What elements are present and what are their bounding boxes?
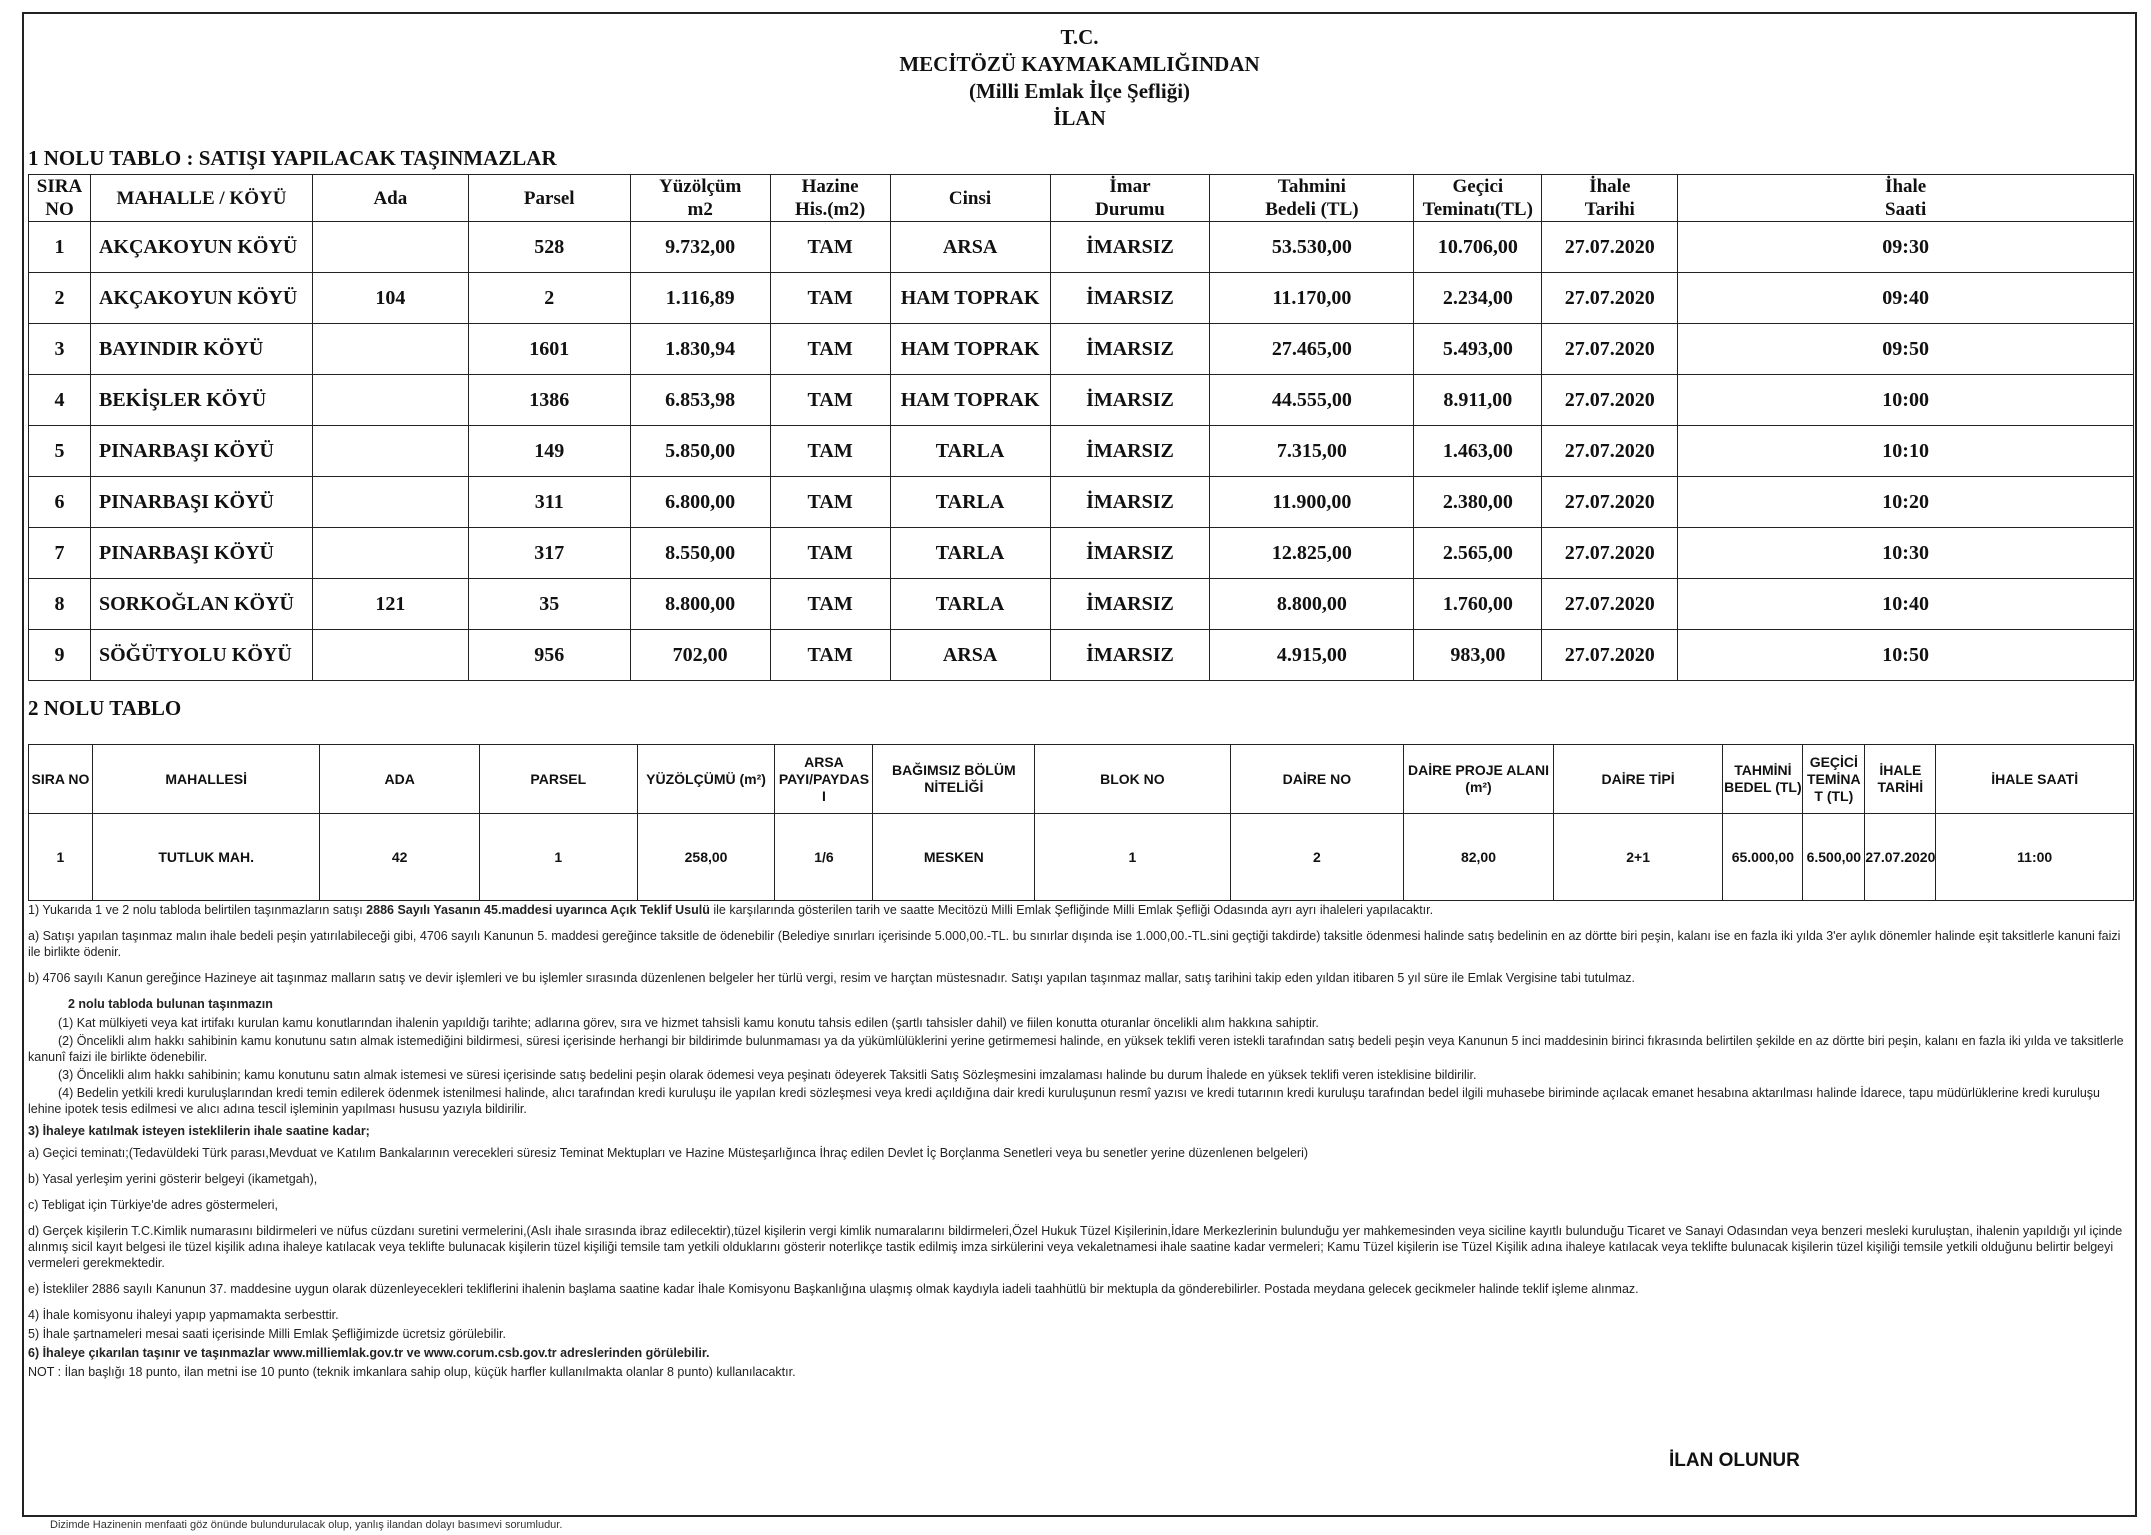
note-5: 5) İhale şartnameleri mesai saati içerisinde Milli Emlak Şefliğimizde ücretsiz görülebilir. xyxy=(28,1327,506,1341)
cell-sira: 7 xyxy=(29,528,91,579)
cell-cinsi: TARLA xyxy=(890,528,1050,579)
table2 xyxy=(28,744,2134,901)
cell-tarih: 27.07.2020 xyxy=(1542,630,1678,681)
cell-imar: İMARSIZ xyxy=(1050,375,1210,426)
cell-tarih: 27.07.2020 xyxy=(1542,273,1678,324)
cell-ada: 104 xyxy=(312,273,468,324)
cell-yuzolcum: 1.830,94 xyxy=(630,324,770,375)
cell-mahalle: AKÇAKOYUN KÖYÜ xyxy=(90,222,312,273)
cell-cinsi: HAM TOPRAK xyxy=(890,273,1050,324)
cell-mahalle: SÖĞÜTYOLU KÖYÜ xyxy=(90,630,312,681)
th-gecici-2: Teminatı(TL) xyxy=(1422,199,1533,220)
cell-imar: İMARSIZ xyxy=(1050,222,1210,273)
cell-saat: 09:30 xyxy=(1678,222,2134,273)
t2-bagimsiz: MESKEN xyxy=(873,814,1035,901)
cell-parsel: 35 xyxy=(468,579,630,630)
note-not: NOT : İlan başlığı 18 punto, ilan metni ise 10 punto (teknik imkanlara sahip olup, küçük harfler kullanılmakta olanlar 8 punto) kullanılacaktır. xyxy=(28,1365,796,1379)
note-4: 4) İhale komisyonu ihaleyi yapıp yapmamakta serbesttir. xyxy=(28,1308,339,1322)
cell-hazine: TAM xyxy=(770,222,890,273)
t2-ihale-tarihi: 27.07.2020 xyxy=(1865,814,1936,901)
t2-th-blok: BLOK NO xyxy=(1035,745,1230,814)
cell-saat: 10:50 xyxy=(1678,630,2134,681)
cell-parsel: 2 xyxy=(468,273,630,324)
cell-sira: 3 xyxy=(29,324,91,375)
t2-yuzolcumu: 258,00 xyxy=(637,814,775,901)
th-tahmini-1: Tahmini xyxy=(1277,176,1346,197)
cell-yuzolcum: 1.116,89 xyxy=(630,273,770,324)
th-gecici xyxy=(1414,175,1542,222)
cell-tarih: 27.07.2020 xyxy=(1542,528,1678,579)
cell-ada xyxy=(312,375,468,426)
t2-th-yuzolcumu: YÜZÖLÇÜMÜ (m²) xyxy=(637,745,775,814)
th-yuzolcum xyxy=(630,175,770,222)
t2-th-gecici: GEÇİCİ TEMİNA T (TL) xyxy=(1803,745,1865,814)
t2-row xyxy=(29,814,2134,901)
cell-tarih: 27.07.2020 xyxy=(1542,324,1678,375)
cell-sira: 4 xyxy=(29,375,91,426)
cell-teminat: 8.911,00 xyxy=(1414,375,1542,426)
cell-saat: 10:20 xyxy=(1678,477,2134,528)
cell-bedel: 7.315,00 xyxy=(1210,426,1414,477)
cell-bedel: 27.465,00 xyxy=(1210,324,1414,375)
note-3-c: c) Tebligat için Türkiye'de adres göstermeleri, xyxy=(28,1198,278,1212)
cell-teminat: 2.234,00 xyxy=(1414,273,1542,324)
th-hazine-2: His.(m2) xyxy=(795,199,866,220)
t2-th-ada: ADA xyxy=(320,745,480,814)
cell-bedel: 11.170,00 xyxy=(1210,273,1414,324)
note-2-3: (3) Öncelikli alım hakkı sahibinin; kamu konutunu satın almak istemesi ve süresi içerisinde satış bedelini peşin olarak ödemesi veya peşinatı ödeyerek Taksitli Satış Sözleşmesini imzalaması halinde bu durum İhalede en yüksek teklifi veren isteklisine bildirilir. xyxy=(58,1068,1477,1082)
th-mahalle: MAHALLE / KÖYÜ xyxy=(90,175,312,222)
th-gecici-1: Geçici xyxy=(1452,176,1504,197)
t2-daire-alan: 82,00 xyxy=(1404,814,1554,901)
t2-th-ihale-tarihi: İHALE TARİHİ xyxy=(1865,745,1936,814)
cell-imar: İMARSIZ xyxy=(1050,630,1210,681)
cell-yuzolcum: 8.800,00 xyxy=(630,579,770,630)
document-header xyxy=(24,24,2135,132)
th-ihale-saati xyxy=(1678,175,2134,222)
t2-ada: 42 xyxy=(320,814,480,901)
th-imar xyxy=(1050,175,1210,222)
header-ilan: İLAN xyxy=(1053,106,1106,130)
cell-teminat: 10.706,00 xyxy=(1414,222,1542,273)
cell-mahalle: BAYINDIR KÖYÜ xyxy=(90,324,312,375)
cell-hazine: TAM xyxy=(770,477,890,528)
table1-row xyxy=(29,375,2134,426)
cell-hazine: TAM xyxy=(770,273,890,324)
cell-sira: 8 xyxy=(29,579,91,630)
table1-row xyxy=(29,324,2134,375)
cell-sira: 6 xyxy=(29,477,91,528)
cell-parsel: 956 xyxy=(468,630,630,681)
cell-bedel: 4.915,00 xyxy=(1210,630,1414,681)
note-3-e: e) İstekliler 2886 sayılı Kanunun 37. maddesine uygun olarak düzenleyecekleri tekliflerini ihalenin başlama saatine kadar İhale Komisyonu Başkanlığına ulaşmış olmak kaydıyla iadeli taahhütlü bir mektupla da gönderebilirler. Postada meydana gelecek gecikmeler halinde teklif işleme alınmaz. xyxy=(28,1282,1639,1296)
cell-ada xyxy=(312,324,468,375)
th-cinsi: Cinsi xyxy=(890,175,1050,222)
note-2-4: (4) Bedelin yetkili kredi kuruluşlarından kredi temin edilerek ödenmek istenilmesi halinde, alıcı tarafından kredi kuruluşu ile yapılan kredi sözleşmesi veya kredi açıldığına dair kredi kuruluşunun resmî yazısı ve kredi tutarının kredi kuruluşu tarafından bedel ilgili muhasebe biriminde açılacak emanet hesabına aktarılması halinde İdarece, tapu müdürlüklerine kredi kuruluşu lehine ipotek tesis edilmesi ve alıcı adına tescil işleminin yapılması hususu yazıyla bildirilir. xyxy=(28,1086,2101,1116)
cell-ada xyxy=(312,528,468,579)
th-yuzolcum-1: Yüzölçüm xyxy=(659,176,742,197)
t2-ihale-saati: 11:00 xyxy=(1936,814,2134,901)
note-2-title: 2 nolu tabloda bulunan taşınmazın xyxy=(68,997,273,1011)
t2-th-daire-no: DAİRE NO xyxy=(1230,745,1404,814)
cell-tarih: 27.07.2020 xyxy=(1542,222,1678,273)
cell-ada xyxy=(312,477,468,528)
note-3-b: b) Yasal yerleşim yerini gösterir belgeyi (ikametgah), xyxy=(28,1172,318,1186)
cell-saat: 10:10 xyxy=(1678,426,2134,477)
cell-hazine: TAM xyxy=(770,630,890,681)
cell-hazine: TAM xyxy=(770,426,890,477)
note-6: 6) İhaleye çıkarılan taşınır ve taşınmazlar www.milliemlak.gov.tr ve www.corum.csb.gov.tr adreslerinden görülebilir. xyxy=(28,1346,710,1360)
cell-parsel: 528 xyxy=(468,222,630,273)
cell-hazine: TAM xyxy=(770,375,890,426)
cell-cinsi: ARSA xyxy=(890,222,1050,273)
th-sira: SIRA NO xyxy=(29,175,91,222)
cell-saat: 10:30 xyxy=(1678,528,2134,579)
th-tahmini-2: Bedeli (TL) xyxy=(1265,199,1359,220)
t2-th-tahmini: TAHMİNİ BEDEL (TL) xyxy=(1723,745,1803,814)
t2-daire-no: 2 xyxy=(1230,814,1404,901)
cell-tarih: 27.07.2020 xyxy=(1542,375,1678,426)
cell-saat: 10:00 xyxy=(1678,375,2134,426)
header-department: (Milli Emlak İlçe Şefliği) xyxy=(968,79,1191,103)
cell-saat: 10:40 xyxy=(1678,579,2134,630)
cell-imar: İMARSIZ xyxy=(1050,579,1210,630)
cell-ada xyxy=(312,222,468,273)
note-1-a: 1) Yukarıda 1 ve 2 nolu tabloda belirtilen taşınmazların satışı xyxy=(28,903,367,917)
cell-yuzolcum: 5.850,00 xyxy=(630,426,770,477)
cell-teminat: 1.463,00 xyxy=(1414,426,1542,477)
cell-bedel: 12.825,00 xyxy=(1210,528,1414,579)
cell-bedel: 8.800,00 xyxy=(1210,579,1414,630)
cell-yuzolcum: 702,00 xyxy=(630,630,770,681)
table1-row xyxy=(29,528,2134,579)
cell-mahalle: AKÇAKOYUN KÖYÜ xyxy=(90,273,312,324)
cell-hazine: TAM xyxy=(770,528,890,579)
cell-mahalle: PINARBAŞI KÖYÜ xyxy=(90,426,312,477)
cell-bedel: 44.555,00 xyxy=(1210,375,1414,426)
cell-ada xyxy=(312,426,468,477)
th-tahmini xyxy=(1210,175,1414,222)
cell-mahalle: PINARBAŞI KÖYÜ xyxy=(90,477,312,528)
cell-sira: 9 xyxy=(29,630,91,681)
cell-parsel: 1601 xyxy=(468,324,630,375)
cell-parsel: 1386 xyxy=(468,375,630,426)
table1-title: 1 NOLU TABLO : SATIŞI YAPILACAK TAŞINMAZLAR xyxy=(28,146,557,170)
t2-th-daire-alan: DAİRE PROJE ALANI (m²) xyxy=(1404,745,1554,814)
cell-yuzolcum: 6.800,00 xyxy=(630,477,770,528)
footer-note: Dizimde Hazinenin menfaati göz önünde bulundurulacak olup, yanlış ilandan dolayı basımevi sorumludur. xyxy=(50,1519,563,1531)
t2-th-daire-tipi: DAİRE TİPİ xyxy=(1553,745,1723,814)
table1-row xyxy=(29,222,2134,273)
t2-daire-tipi: 2+1 xyxy=(1553,814,1723,901)
th-ihale-saati-2: Saati xyxy=(1885,199,1927,220)
cell-ada: 121 xyxy=(312,579,468,630)
t2-th-arsa-payi: ARSA PAYI/PAYDAS I xyxy=(775,745,873,814)
table1-row xyxy=(29,630,2134,681)
th-hazine-1: Hazine xyxy=(801,176,859,197)
cell-cinsi: TARLA xyxy=(890,477,1050,528)
table1-row xyxy=(29,477,2134,528)
table1-row xyxy=(29,579,2134,630)
t2-mahallesi: TUTLUK MAH. xyxy=(92,814,320,901)
table1-row xyxy=(29,426,2134,477)
t2-sira: 1 xyxy=(29,814,93,901)
header-tc: T.C. xyxy=(1060,25,1099,49)
cell-mahalle: PINARBAŞI KÖYÜ xyxy=(90,528,312,579)
th-ihale-tarihi-2: Tarihi xyxy=(1584,199,1635,220)
th-hazine xyxy=(770,175,890,222)
t2-th-parsel: PARSEL xyxy=(479,745,637,814)
cell-parsel: 149 xyxy=(468,426,630,477)
note-1 xyxy=(28,902,2128,918)
note-3-title: 3) İhaleye katılmak isteyen isteklilerin ihale saatine kadar; xyxy=(28,1124,370,1138)
t2-arsa-payi: 1/6 xyxy=(775,814,873,901)
cell-hazine: TAM xyxy=(770,324,890,375)
cell-imar: İMARSIZ xyxy=(1050,528,1210,579)
cell-teminat: 1.760,00 xyxy=(1414,579,1542,630)
cell-sira: 5 xyxy=(29,426,91,477)
cell-parsel: 311 xyxy=(468,477,630,528)
table1-row xyxy=(29,273,2134,324)
note-1-c: ile karşılarında gösterilen tarih ve saatte Mecitözü Milli Emlak Şefliğinde Milli Emlak Şefliği Odasında ayrı ayrı ihaleleri yapılacaktır. xyxy=(709,903,1434,917)
th-ihale-tarihi xyxy=(1542,175,1678,222)
note-3-d: d) Gerçek kişilerin T.C.Kimlik numarasını bildirmeleri ve nüfus cüzdanı suretini vermelerini,(Aslı ihale sırasında ibraz edilecektir),tüzel kişilerin vergi kimlik numaralarını bildirmeleri,Özel Hukuk Tüzel Kişilerinin,İdare Merkezlerinin bulunduğu yer mahkemesinden veya siciline kayıtlı bulunduğu Ticaret ve Sanayi Odasından veya benzeri mesleki kuruluştan, ihalenin yapıldığı yıl içinde alınmış sicil kayıt belgesi ile tüzel kişilik adına ihaleye katılacak veya teklifte bulunacak kişilerin tüzel kişiliği temsile tam yetkili olduklarını gösterir noterlikçe tastik edilmiş imza sirkülerini veya vekaletnamesi ihale saatine kadar vermeleri; Kamu Tüzel kişilerin ise Tüzel Kişilik adına ihaleye katılacak veya teklifte bulunacak kişilerin tüzel kişiliği temsile yetkili olduğunu belirtir belgeyi vermeleri gerekmektedir. xyxy=(28,1224,2123,1270)
th-imar-1: İmar xyxy=(1109,176,1151,197)
cell-mahalle: BEKİŞLER KÖYÜ xyxy=(90,375,312,426)
cell-mahalle: SORKOĞLAN KÖYÜ xyxy=(90,579,312,630)
note-2-1: (1) Kat mülkiyeti veya kat irtifakı kurulan kamu konutlarından ihalenin yapıldığı tarihte; adlarına görev, sıra ve hizmet tahsisli kamu konutu tahsis edilen (şartlı tahsisler dahil) ve fiilen konutta oturanlar öncelikli alım hakkına sahiptir. xyxy=(58,1016,1319,1030)
cell-teminat: 2.565,00 xyxy=(1414,528,1542,579)
cell-cinsi: TARLA xyxy=(890,579,1050,630)
notes-section xyxy=(28,902,2128,1383)
t2-th-mahallesi: MAHALLESİ xyxy=(92,745,320,814)
cell-tarih: 27.07.2020 xyxy=(1542,426,1678,477)
t2-parsel: 1 xyxy=(479,814,637,901)
t2-th-sira: SIRA NO xyxy=(29,745,93,814)
cell-bedel: 11.900,00 xyxy=(1210,477,1414,528)
t2-blok: 1 xyxy=(1035,814,1230,901)
cell-teminat: 5.493,00 xyxy=(1414,324,1542,375)
cell-cinsi: ARSA xyxy=(890,630,1050,681)
th-imar-2: Durumu xyxy=(1095,199,1165,220)
th-parsel: Parsel xyxy=(468,175,630,222)
cell-sira: 1 xyxy=(29,222,91,273)
t2-gecici: 6.500,00 xyxy=(1803,814,1865,901)
cell-saat: 09:40 xyxy=(1678,273,2134,324)
t2-th-ihale-saati: İHALE SAATİ xyxy=(1936,745,2134,814)
header-institution: MECİTÖZÜ KAYMAKAMLIĞINDAN xyxy=(899,52,1260,76)
table1 xyxy=(28,174,2134,681)
ilan-olunur: İLAN OLUNUR xyxy=(1669,1450,1800,1471)
cell-ada xyxy=(312,630,468,681)
cell-cinsi: HAM TOPRAK xyxy=(890,375,1050,426)
cell-teminat: 2.380,00 xyxy=(1414,477,1542,528)
note-a: a) Satışı yapılan taşınmaz malın ihale bedeli peşin yatırılabileceği gibi, 4706 sayılı Kanunun 5. maddesi gereğince taksitle de ödenebilir (Belediye sınırları içerisinde 5.000,00.-TL. bu sınırlar dışında ise 1.000,00.-TL.sini geçtiği takdirde) taksitle ödenmesi halinde satış bedelinin en az dörtte biri peşin, kalanı ise en fazla iki yılda 3'er aylık dönemler halinde eşit taksitlerle kanuni faizi ile birlikte ödenir. xyxy=(28,929,2121,959)
cell-cinsi: TARLA xyxy=(890,426,1050,477)
cell-imar: İMARSIZ xyxy=(1050,477,1210,528)
th-ihale-tarihi-1: İhale xyxy=(1589,176,1631,197)
cell-saat: 09:50 xyxy=(1678,324,2134,375)
cell-tarih: 27.07.2020 xyxy=(1542,477,1678,528)
note-1-b: 2886 Sayılı Yasanın 45.maddesi uyarınca Açık Teklif Usulü xyxy=(366,903,710,917)
cell-tarih: 27.07.2020 xyxy=(1542,579,1678,630)
cell-imar: İMARSIZ xyxy=(1050,324,1210,375)
cell-bedel: 53.530,00 xyxy=(1210,222,1414,273)
cell-yuzolcum: 8.550,00 xyxy=(630,528,770,579)
cell-hazine: TAM xyxy=(770,579,890,630)
cell-teminat: 983,00 xyxy=(1414,630,1542,681)
note-b: b) 4706 sayılı Kanun gereğince Hazineye ait taşınmaz malların satış ve devir işlemleri ve bu işlemler sırasında düzenlenen belgeler her türlü vergi, resim ve harçtan müstesnadır. Satışı yapılan taşınmaz mallar, satış tarihini takip eden yıldan itibaren 5 yıl süre ile Emlak Vergisine tabi tutulmaz. xyxy=(28,971,1636,985)
cell-imar: İMARSIZ xyxy=(1050,273,1210,324)
cell-sira: 2 xyxy=(29,273,91,324)
cell-parsel: 317 xyxy=(468,528,630,579)
cell-yuzolcum: 9.732,00 xyxy=(630,222,770,273)
document-page xyxy=(22,12,2137,1517)
cell-cinsi: HAM TOPRAK xyxy=(890,324,1050,375)
table2-title: 2 NOLU TABLO xyxy=(28,696,182,720)
th-ada: Ada xyxy=(312,175,468,222)
note-2-2: (2) Öncelikli alım hakkı sahibinin kamu konutunu satın almak istemediğini bildirmesi, süresi içerisinde herhangi bir bildirimde bulunmaması ya da yükümlülüklerini yerine getirmemesi halinde, en yüksek teklifi veren istekli tarafından satış bedeli peşin veya Kanunun 5 inci maddesinin birinci fıkrasında belirtilen şekilde en az dörtte biri peşin, kalanı en fazla iki yılda ve taksitlerle kanunî faizi ile birlikte ödenebilir. xyxy=(28,1034,2124,1064)
note-3-a: a) Geçici teminatı;(Tedavüldeki Türk parası,Mevduat ve Katılım Bankalarının verecekleri süresiz Teminat Mektupları ve Hazine Müsteşarlığınca İhraç edilen Devlet İç Borçlanma Senetleri veya bu senetler yerine düzenlenen belgeleri) xyxy=(28,1146,1309,1160)
cell-imar: İMARSIZ xyxy=(1050,426,1210,477)
th-yuzolcum-2: m2 xyxy=(687,199,713,220)
cell-yuzolcum: 6.853,98 xyxy=(630,375,770,426)
th-ihale-saati-1: İhale xyxy=(1885,176,1927,197)
t2-tahmini: 65.000,00 xyxy=(1723,814,1803,901)
t2-th-bagimsiz: BAĞIMSIZ BÖLÜM NİTELİĞİ xyxy=(873,745,1035,814)
